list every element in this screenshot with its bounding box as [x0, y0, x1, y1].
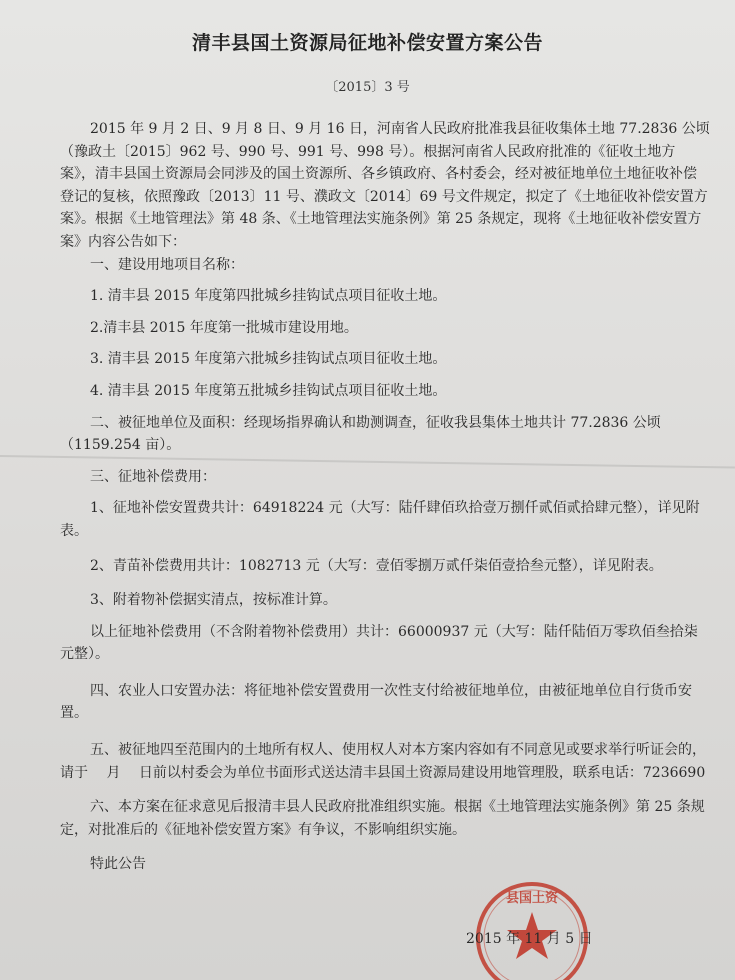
section5-paragraph: 五、被征地四至范围内的土地所有权人、使用权人对本方案内容如有不同意见或要求举行听证会的，请于 月 日前以村委会为单位书面形式送达清丰县国土资源局建设用地管理股，联系电话：7236690: [60, 742, 706, 781]
project-item: 4. 清丰县 2015 年度第五批城乡挂钩试点项目征收土地。: [90, 382, 447, 399]
compensation-item-3: 3、附着物补偿据实清点，按标准计算。: [90, 592, 337, 609]
section1-heading: 一、建设用地项目名称：: [90, 256, 244, 273]
section6-paragraph: 六、本方案在征求意见后报清丰县人民政府批准组织实施。根据《土地管理法实施条例》第 25 条规定，对批准后的《征地补偿安置方案》有争议，不影响组织实施。: [60, 799, 705, 838]
signature-date: 2015 年 11 月 5 日: [466, 931, 593, 947]
section2-paragraph: 二、被征地单位及面积：经现场指界确认和勘测调查，征收我县集体土地共计 77.2836 公顷（1159.254 亩）。: [60, 414, 661, 454]
compensation-item-2: 2、青苗补偿费用共计：1082713 元（大写：壹佰零捌万贰仟柒佰壹拾叁元整），详见附表。: [90, 557, 663, 574]
compensation-total: 以上征地补偿费用（不含附着物补偿费用）共计：66000937 元（大写：陆仟陆佰万零玖佰叁拾柒元整）。: [60, 623, 698, 663]
svg-text:县国土资: 县国土资: [505, 891, 559, 906]
document-title: 清丰县国土资源局征地补偿安置方案公告: [191, 32, 543, 54]
document-body: [60, 118, 710, 876]
closing-text: 特此公告: [90, 856, 146, 873]
section3-heading: 三、征地补偿费用：: [90, 468, 216, 485]
project-item: 1. 清丰县 2015 年度第四批城乡挂钩试点项目征收土地。: [90, 288, 447, 305]
intro-paragraph: 2015 年 9 月 2 日、9 月 8 日、9 月 16 日，河南省人民政府批准我县征收集体土地 77.2836 公顷（豫政土〔2015〕962 号、990 号、991 号、998 号）。根据河南省人民政府批准的《征收土地方案》，清丰县国土资源局会同涉及的国土资源所、各乡镇政府、各村委会，经对被征地单位土地征收补偿登记的复核，依照豫政〔2013〕11 号、濮政文〔2014〕69 号文件规定，拟定了《土地征收补偿安置方案》。根据《土地管理法》第 48 条、《土地管理法实施条例》第 25 条规定，现将《土地征收补偿安置方案》内容公告如下：: [60, 121, 710, 250]
compensation-item-1: 1、征地补偿安置费共计：64918224 元（大写：陆仟肆佰玖拾壹万捌仟贰佰贰拾肆元整），详见附表。: [60, 500, 700, 539]
document-number: 〔2015〕3 号: [325, 80, 410, 95]
project-item: 3. 清丰县 2015 年度第六批城乡挂钩试点项目征收土地。: [90, 351, 447, 368]
project-item: 2.清丰县 2015 年度第一批城市建设用地。: [90, 319, 358, 336]
section4-paragraph: 四、农业人口安置办法：将征地补偿安置费用一次性支付给被征地单位，由被征地单位自行货币安置。: [60, 682, 692, 722]
